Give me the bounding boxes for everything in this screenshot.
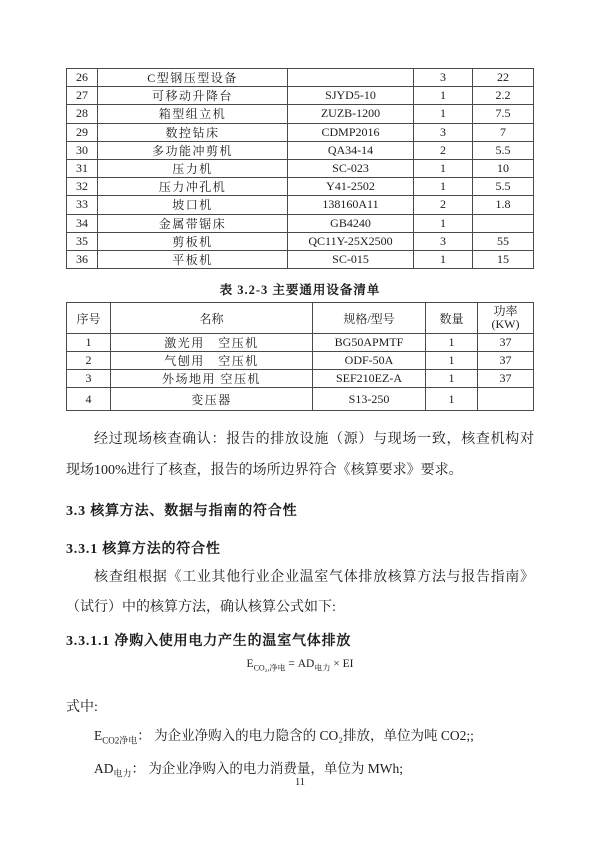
def1-text: 为企业净购入的电力隐含的 CO₂排放，单位为吨 CO2;; (154, 728, 474, 743)
cell-no: 4 (67, 388, 111, 411)
def1-sep: ： (137, 728, 151, 743)
cell-no: 29 (67, 123, 98, 141)
cell-qty: 1 (414, 178, 473, 196)
def2-sep: ： (131, 761, 146, 776)
table-row (67, 232, 534, 250)
header-power-line1: 功率 (493, 304, 518, 318)
cell-name: 箱型组立机 (98, 105, 288, 123)
cell-qty: 1 (414, 159, 473, 177)
verification-paragraph-line2: 现场100%进行了核查，报告的场所边界符合《核算要求》要求。 (66, 463, 463, 478)
header-power (478, 303, 534, 334)
cell-no: 27 (67, 87, 98, 105)
cell-model: QA34-14 (288, 141, 414, 159)
table-row (67, 370, 534, 388)
header-power-line2: (KW) (491, 317, 520, 331)
header-no: 序号 (67, 303, 111, 334)
cell-model: SC-023 (288, 159, 414, 177)
cell-no: 33 (67, 196, 98, 214)
def1-sub: CO2净电 (102, 735, 138, 746)
header-model: 规格/型号 (313, 303, 426, 334)
formula-equals: = (288, 658, 295, 670)
table-row (67, 214, 534, 232)
cell-power: 22 (473, 69, 534, 87)
cell-qty: 1 (414, 250, 473, 268)
formula-times: × (333, 658, 340, 670)
cell-name: 金属带锯床 (98, 214, 288, 232)
table-row (67, 123, 534, 141)
cell-model: QC11Y-25X2500 (288, 232, 414, 250)
table-row (67, 388, 534, 411)
cell-qty: 3 (414, 232, 473, 250)
cell-power: 5.5 (473, 141, 534, 159)
cell-qty: 1 (426, 334, 478, 352)
cell-power: 10 (473, 159, 534, 177)
cell-power: 5.5 (473, 178, 534, 196)
cell-name: 气刨用 空压机 (111, 352, 313, 370)
cell-qty: 3 (414, 123, 473, 141)
cell-model: SJYD5-10 (288, 87, 414, 105)
cell-name: 变压器 (111, 388, 313, 411)
cell-name: C型钢压型设备 (98, 69, 288, 87)
cell-model: BG50APMTF (313, 334, 426, 352)
cell-power: 55 (473, 232, 534, 250)
method-paragraph-line2: （试行）中的核算方法，确认核算公式如下: (66, 600, 336, 615)
table-row (67, 105, 534, 123)
cell-power: 7 (473, 123, 534, 141)
cell-model: S13-250 (313, 388, 426, 411)
cell-power: 37 (478, 370, 534, 388)
cell-power: 1.8 (473, 196, 534, 214)
cell-no: 28 (67, 105, 98, 123)
cell-no: 34 (67, 214, 98, 232)
cell-name: 数控钻床 (98, 123, 288, 141)
definition-e-co2 (94, 724, 534, 747)
where-label: 式中: (66, 700, 98, 715)
def1-base: E (94, 728, 103, 743)
cell-qty: 3 (414, 69, 473, 87)
def2-text: 为企业净购入的电力消费量，单位为 MWh; (148, 761, 404, 776)
cell-no: 3 (67, 370, 111, 388)
cell-name: 压力冲孔机 (98, 178, 288, 196)
cell-name: 可移动升降台 (98, 87, 288, 105)
header-qty: 数量 (426, 303, 478, 334)
cell-qty: 1 (414, 214, 473, 232)
cell-power: 37 (478, 352, 534, 370)
section-heading-3-3-1-1: 3.3.1.1 净购入使用电力产生的温室气体排放 (66, 634, 352, 649)
table-row (67, 178, 534, 196)
formula-ad-sub: 电力 (314, 663, 331, 673)
cell-qty: 1 (426, 352, 478, 370)
def2-sub: 电力 (113, 768, 132, 779)
table-row (67, 196, 534, 214)
table-row (67, 87, 534, 105)
cell-model: SC-015 (288, 250, 414, 268)
cell-no: 2 (67, 352, 111, 370)
method-paragraph-line1: 核查组根据《工业其他行业企业温室气体排放核算方法与报告指南》 (94, 570, 534, 585)
cell-qty: 1 (426, 388, 478, 411)
cell-name: 剪板机 (98, 232, 288, 250)
cell-model: GB4240 (288, 214, 414, 232)
cell-no: 1 (67, 334, 111, 352)
table-row (67, 159, 534, 177)
verification-paragraph-line1: 经过现场核查确认：报告的排放设施（源）与现场一致，核查机构对 (94, 432, 534, 447)
formula-lhs-sub: CO₂,净电 (253, 663, 286, 673)
page-number: 11 (294, 777, 306, 788)
cell-name: 激光用 空压机 (111, 334, 313, 352)
formula-factor: EI (342, 658, 354, 670)
cell-no: 31 (67, 159, 98, 177)
cell-qty: 1 (414, 87, 473, 105)
table-row (67, 141, 534, 159)
cell-no: 30 (67, 141, 98, 159)
cell-qty: 2 (414, 141, 473, 159)
table-row (67, 250, 534, 268)
table-row (67, 69, 534, 87)
cell-name: 外场地用 空压机 (111, 370, 313, 388)
cell-name: 多功能冲剪机 (98, 141, 288, 159)
table-row (67, 334, 534, 352)
cell-model: 138160A11 (288, 196, 414, 214)
general-equipment-table (66, 302, 534, 411)
cell-qty: 2 (414, 196, 473, 214)
table-header-row (67, 303, 534, 334)
cell-model: ODF-50A (313, 352, 426, 370)
cell-power: 7.5 (473, 105, 534, 123)
cell-no: 32 (67, 178, 98, 196)
def2-base: AD (94, 761, 114, 776)
cell-no: 35 (67, 232, 98, 250)
formula-ad-base: AD (297, 658, 315, 670)
section-heading-3-3-1: 3.3.1 核算方法的符合性 (66, 542, 221, 557)
cell-no: 26 (67, 69, 98, 87)
cell-model: ZUZB-1200 (288, 105, 414, 123)
cell-name: 压力机 (98, 159, 288, 177)
cell-no: 36 (67, 250, 98, 268)
cell-power: 2.2 (473, 87, 534, 105)
cell-power (478, 388, 534, 411)
formula-lhs-base: E (246, 658, 254, 670)
cell-qty: 1 (426, 370, 478, 388)
cell-power (473, 214, 534, 232)
cell-name: 平板机 (98, 250, 288, 268)
cell-model (288, 69, 414, 87)
cell-qty: 1 (414, 105, 473, 123)
cell-model: CDMP2016 (288, 123, 414, 141)
cell-power: 37 (478, 334, 534, 352)
header-name: 名称 (111, 303, 313, 334)
cell-model: Y41-2502 (288, 178, 414, 196)
emission-formula (66, 658, 534, 673)
table-caption: 表 3.2-3 主要通用设备清单 (219, 283, 381, 297)
table-row (67, 352, 534, 370)
section-heading-3-3: 3.3 核算方法、数据与指南的符合性 (66, 504, 298, 519)
cell-name: 坡口机 (98, 196, 288, 214)
cell-power: 15 (473, 250, 534, 268)
equipment-table (66, 68, 534, 269)
cell-model: SEF210EZ-A (313, 370, 426, 388)
